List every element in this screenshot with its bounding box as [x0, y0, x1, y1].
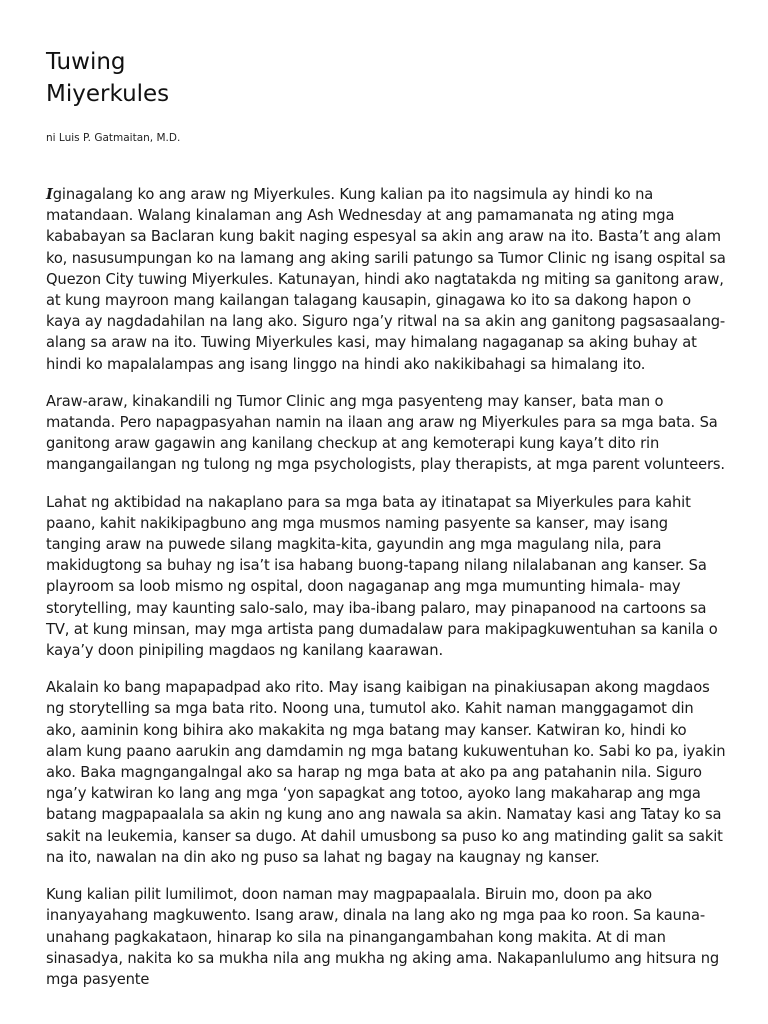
- document-byline: ni Luis P. Gatmaitan, M.D.: [46, 132, 181, 144]
- paragraph-1-text: ginagalang ko ang araw ng Miyerkules. Kung kalian pa ito nagsimula ay hindi ko na matandaan. Walang kinalaman ang Ash Wednesday at ang pamamanata ng ating mga kababayan sa Baclaran kung bakit naging espesyal sa akin ang araw na ito. Basta’t ang alam ko, nasusumpungan ko na lamang ang aking sarili patungo sa Tumor Clinic ng isang ospital sa Quezon City tuwing Miyerkules. Katunayan, hindi ako nagtatakda ng miting sa ganitong araw, at kung mayroon mang kailangan talagang kausapin, ginagawa ko ito sa dakong hapon o kaya ay nagdadahilan na lang ako. Siguro nga’y ritwal na sa akin ang ganitong pagsasaalang-alang sa araw na ito. Tuwing Miyerkules kasi, may himalang nagaganap sa aking buhay at hindi ko mapalalampas ang isang linggo na hindi ako nakikibahagi sa himalang ito.: [46, 186, 726, 373]
- paragraph-5: Kung kalian pilit lumilimot, doon naman may magpapaalala. Biruin mo, doon pa ako inanyayahang magkuwento. Isang araw, dinala na lang ako ng mga paa ko roon. Sa kauna-unahang pagkakataon, hinarap ko sila na pinangangambahan kong makita. At di man sinasadya, nakita ko sa mukha nila ang mukha ng aking ama. Nakapanlulumo ang hitsura ng mga pasyente: [46, 886, 720, 988]
- document-title: Tuwing Miyerkules: [46, 49, 170, 107]
- drop-cap-letter: I: [46, 186, 53, 203]
- paragraph-4: Akalain ko bang mapapadpad ako rito. May isang kaibigan na pinakiusapan akong magdaos ng storytelling sa mga bata rito. Noong una, tumutol ako. Kahit naman manggagamot din ako, aaminin kong bihira ako makakita ng mga batang may kanser. Katwiran ko, hindi ko alam kung paano aarukin ang damdamin ng mga batang kukuwentuhan ko. Sabi ko pa, iyakin ako. Baka magngangalngal ako sa harap ng mga bata at ako pa ang patahanin nila. Siguro nga’y katwiran ko lang ang mga ‘yon sapagkat ang totoo, ayoko lang makaharap ang mga batang magpapaalala sa akin ng kung ano ang nawala sa akin. Namatay kasi ang Tatay ko sa sakit na leukemia, kanser sa dugo. At dahil umusbong sa puso ko ang matinding galit sa sakit na ito, nawalan na din ako ng puso sa lahat ng bagay na kaugnay ng kanser.: [46, 679, 726, 866]
- document-body: [46, 184, 726, 990]
- document-page: [46, 46, 726, 1006]
- paragraph-2: Araw-araw, kinakandili ng Tumor Clinic ang mga pasyenteng may kanser, bata man o matanda. Pero napagpasyahan namin na ilaan ang araw ng Miyerkules para sa mga bata. Sa ganitong araw gagawin ang kanilang checkup at ang kemoterapi kung kaya’t dito rin mangangailangan ng tulong ng mga psychologists, play therapists, at mga parent volunteers.: [46, 392, 725, 474]
- paragraph-3: Lahat ng aktibidad na nakaplano para sa mga bata ay itinatapat sa Miyerkules para kahit paano, kahit nakikipagbuno ang mga musmos naming pasyente sa kanser, may isang tanging araw na puwede silang magkita-kita, gayundin ang mga magulang nila, para makidugtong sa buhay ng isa’t isa habang buong-tapang nilang nilalabanan ang kanser. Sa playroom sa loob mismo ng ospital, doon nagaganap ang mga mumunting himala- may storytelling, may kaunting salo-salo, may iba-ibang palaro, may pinapanood na cartoons sa TV, at kung minsan, may mga artista pang dumadalaw para makipagkuwentuhan sa kanila o kaya’y doon pinipiling magdaos ng kanilang kaarawan.: [46, 493, 718, 660]
- paragraph-1: [46, 184, 726, 375]
